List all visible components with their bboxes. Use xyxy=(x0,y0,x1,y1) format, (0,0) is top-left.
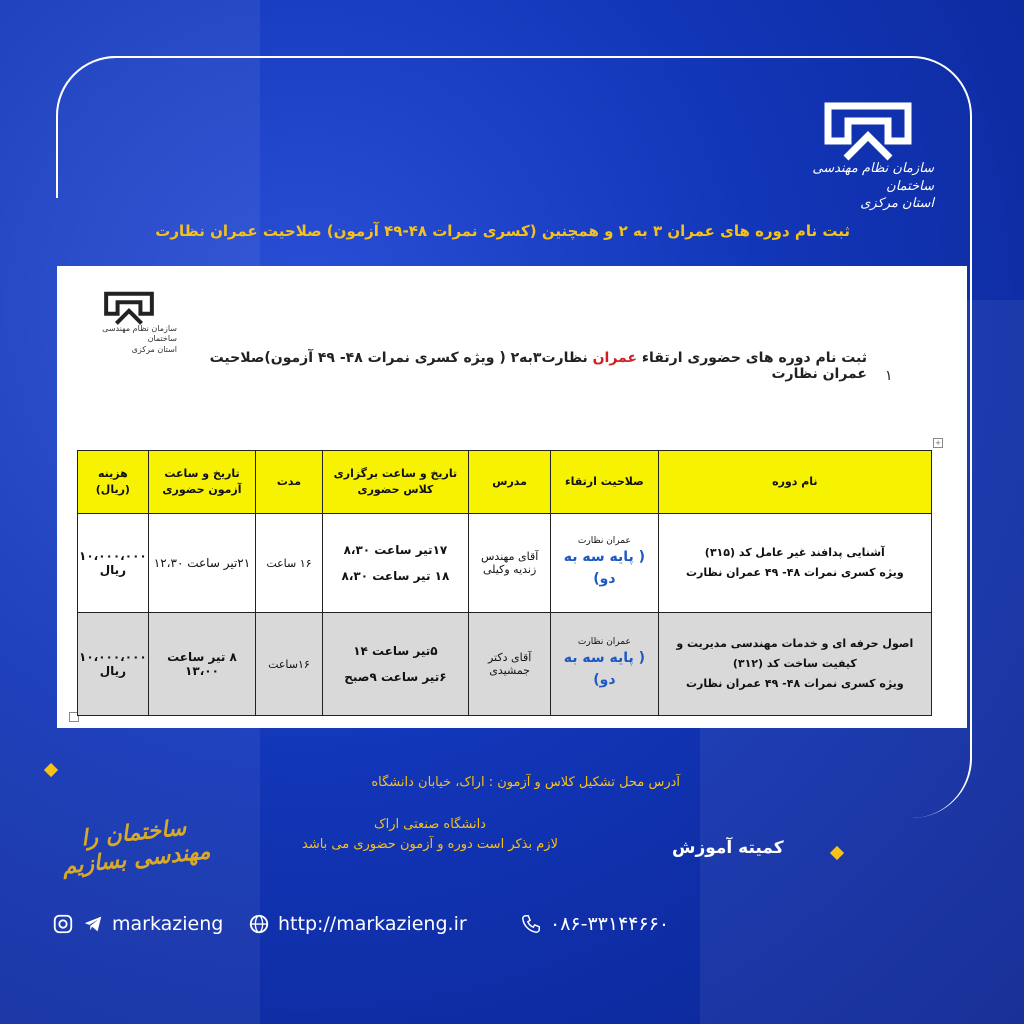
header-fee: هزینه (ریال) xyxy=(78,451,149,514)
class-datetime-cell: ۵تیر ساعت ۱۴ ۶تیر ساعت ۹صبح xyxy=(322,613,469,716)
header-class-datetime: تاریخ و ساعت برگزاری کلاس حضوری xyxy=(322,451,469,514)
header-teacher: مدرس xyxy=(469,451,551,514)
qualification-cell: عمران نظارت ( پایه سه به دو) xyxy=(551,613,659,716)
fee-cell: ۱۰،۰۰۰،۰۰۰ ریال xyxy=(78,613,149,716)
qualification-cell: عمران نظارت ( پایه سه به دو) xyxy=(551,514,659,613)
duration-cell: ۱۶ ساعت xyxy=(256,514,322,613)
committee-label: کمیته آموزش xyxy=(672,838,784,858)
exam-datetime-cell: ۲۱تیر ساعت ۱۲،۳۰ xyxy=(148,514,256,613)
teacher-cell: آقای دکتر جمشیدی xyxy=(469,613,551,716)
social-handle[interactable] xyxy=(52,913,223,935)
table-row xyxy=(78,514,932,613)
instagram-icon[interactable] xyxy=(52,913,74,935)
house-logo-icon xyxy=(818,96,918,166)
globe-icon xyxy=(248,913,270,935)
exam-datetime-cell: ۸ تیر ساعت ۱۳،۰۰ xyxy=(148,613,256,716)
university-info: دانشگاه صنعتی اراک لازم بذکر است دوره و آزمون حضوری می باشد xyxy=(302,817,558,852)
social-handle-text: markazieng xyxy=(112,913,224,935)
fee-cell: ۱۰،۰۰۰،۰۰۰ ریال xyxy=(78,514,149,613)
class-datetime-cell: ۱۷تیر ساعت ۸،۳۰ ۱۸ تیر ساعت ۸،۳۰ xyxy=(322,514,469,613)
header-exam-datetime: تاریخ و ساعت آزمون حضوری xyxy=(148,451,256,514)
teacher-cell: آقای مهندس زندیه وکیلی xyxy=(469,514,551,613)
page-title: ثبت نام دوره های عمران ۳ به ۲ و همچنین (کسری نمرات ۴۸-۴۹ آزمون) صلاحیت عمران نظارت xyxy=(155,222,850,240)
text-cursor: ۱ xyxy=(885,368,893,384)
header-duration: مدت xyxy=(256,451,322,514)
header-qualification: صلاحیت ارتقاء xyxy=(551,451,659,514)
address-text: آدرس محل تشکیل کلاس و آزمون : اراک، خیابان دانشگاه xyxy=(371,775,680,790)
course-name-cell: اصول حرفه ای و خدمات مهندسی مدیریت و کیفیت ساخت کد (۳۱۲) ویژه کسری نمرات ۴۸- ۴۹ عمران نظارت xyxy=(658,613,931,716)
duration-cell: ۱۶ساعت xyxy=(256,613,322,716)
phone-text: ۰۸۶-۳۳۱۴۴۶۶۰ xyxy=(550,913,670,935)
organization-name: سازمان نظام مهندسی ساختمان استان مرکزی xyxy=(812,161,934,212)
table-row xyxy=(78,613,932,716)
courses-table xyxy=(77,450,932,716)
document-title: ثبت نام دوره های حضوری ارتقاء عمران نظارت۳به۲ ( ویژه کسری نمرات ۴۸- ۴۹ آزمون)صلاحیت عمران نظارت xyxy=(209,350,867,382)
phone-number[interactable] xyxy=(520,913,669,935)
table-move-handle[interactable]: + xyxy=(933,438,943,448)
course-name-cell: آشنایی پدافند غیر عامل کد (۳۱۵) ویژه کسری نمرات ۴۸- ۴۹ عمران نظارت xyxy=(658,514,931,613)
registration-document xyxy=(57,266,967,728)
website-link[interactable] xyxy=(248,913,467,935)
telegram-icon[interactable] xyxy=(82,913,104,935)
document-logo-text: سازمان نظام مهندسی ساختمان استان مرکزی xyxy=(102,324,177,354)
website-text: http://markazieng.ir xyxy=(278,913,467,935)
phone-icon xyxy=(520,913,542,935)
header-course-name: نام دوره xyxy=(658,451,931,514)
house-logo-icon xyxy=(99,288,159,328)
slogan-calligraphy: ساختمان را مهندسی بسازیم xyxy=(61,814,212,880)
table-header-row xyxy=(78,451,932,514)
